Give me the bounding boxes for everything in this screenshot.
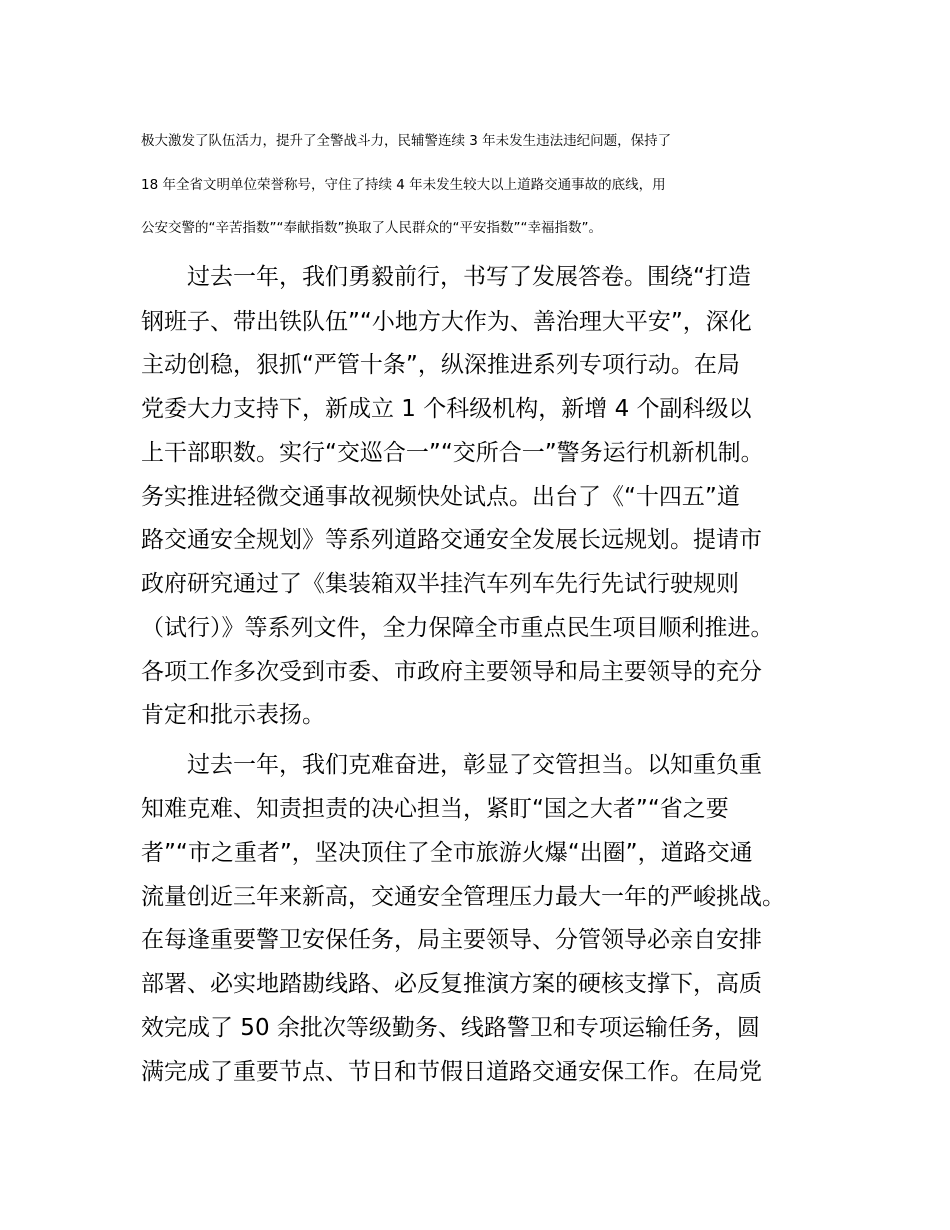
text-line: 部署、必实地踏勘线路、必反复推演方案的硬核支撑下，高质 (141, 971, 762, 997)
text-line: 主动创稳，狠抓“严管十条”，纵深推进系列专项行动。在局 (141, 352, 740, 378)
text-line: 肯定和批示表扬。 (141, 702, 325, 728)
text-line: 18 年全省文明单位荣誉称号，守住了持续 4 年未发生较大以上道路交通事故的底线，用 (141, 177, 666, 193)
text-line: （试行）》等系列文件，全力保障全市重点民生项目顺利推进。 (141, 615, 774, 641)
text-line: 政府研究通过了《集装箱双半挂汽车列车先行先试行驶规则 (141, 571, 739, 597)
text-line: 流量创近三年来新高，交通安全管理压力最大一年的严峻挑战。 (141, 884, 785, 910)
text-line: 各项工作多次受到市委、市政府主要领导和局主要领导的充分 (141, 659, 762, 685)
text-line: 务实推进轻微交通事故视频快处试点。出台了《“十四五”道 (141, 484, 740, 510)
text-line: 者”“市之重者”，坚决顶住了全市旅游火爆“出圈”，道路交通 (141, 840, 753, 866)
text-line: 过去一年，我们勇毅前行，书写了发展答卷。围绕“打造 (141, 264, 751, 290)
text-line: 上干部职数。实行“交巡合一”“交所合一”警务运行机新机制。 (141, 440, 764, 466)
text-line: 在每逢重要警卫安保任务，局主要领导、分管领导必亲自安排 (141, 927, 762, 953)
text-line: 钢班子、带出铁队伍”“小地方大作为、善治理大平安”，深化 (141, 309, 752, 335)
text-line: 过去一年，我们克难奋进，彰显了交管担当。以知重负重 (141, 752, 762, 778)
text-line: 公安交警的“辛苦指数”“奉献指数”换取了人民群众的“平安指数”“幸福指数”。 (141, 220, 602, 236)
text-line: 知难克难、知责担责的决心担当，紧盯“国之大者”“省之要 (141, 796, 729, 822)
text-line: 极大激发了队伍活力，提升了全警战斗力，民辅警连续 3 年未发生违法违纪问题，保持了 (141, 133, 672, 149)
text-line: 党委大力支持下，新成立 1 个科级机构，新增 4 个副科级以 (141, 396, 752, 422)
text-line: 满完成了重要节点、节日和节假日道路交通安保工作。在局党 (141, 1059, 762, 1085)
text-line: 效完成了 50 余批次等级勤务、线路警卫和专项运输任务，圆 (141, 1015, 760, 1041)
text-line: 路交通安全规划》等系列道路交通安全发展长远规划。提请市 (141, 527, 762, 553)
